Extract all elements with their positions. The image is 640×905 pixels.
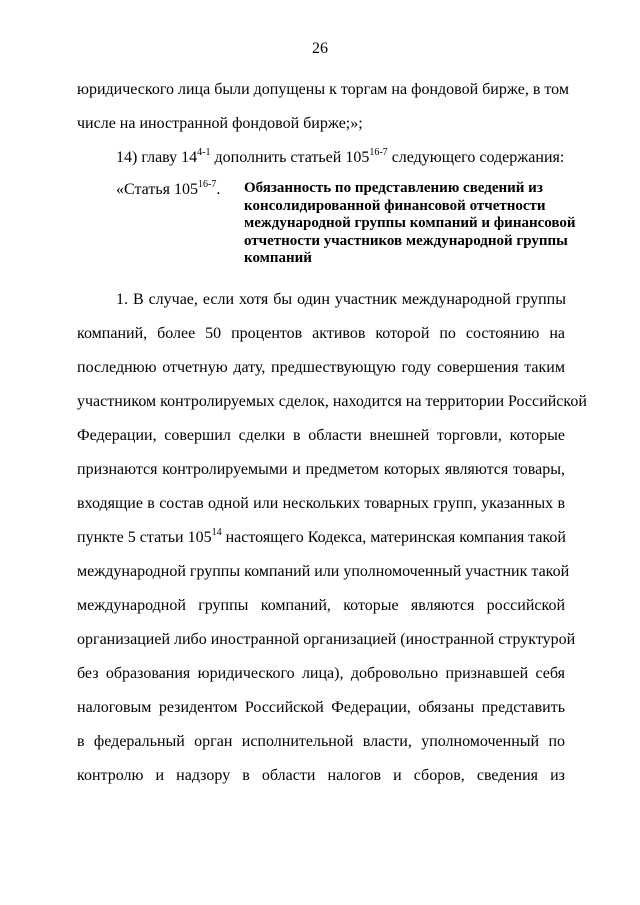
- reference-prefix: пункте 5 статьи 105: [77, 529, 212, 546]
- article-superscript: 16-7: [369, 147, 388, 158]
- body-line: Федерации, совершил сделки в области внешней торговли, которые: [77, 427, 565, 444]
- body-line: 1. В случае, если хотя бы один участник международной группы: [116, 291, 566, 308]
- amendment-suffix: следующего содержания:: [387, 149, 565, 166]
- body-line: контролю и надзору в области налогов и сборов, сведения из: [77, 767, 565, 784]
- body-line: последнюю отчетную дату, предшествующую году совершения таким: [77, 359, 565, 376]
- amendment-prefix: 14) главу 14: [116, 149, 198, 166]
- amendment-middle: дополнить статьей 105: [210, 149, 370, 166]
- body-line-reference: [77, 528, 565, 548]
- article-title-line: компаний: [244, 250, 312, 266]
- article-title-line: отчетности участников международной группы: [244, 232, 568, 249]
- page-number: 26: [312, 40, 328, 57]
- article-label-suffix: .: [216, 181, 221, 198]
- text-line-intro-2: числе на иностранной фондовой бирже;»;: [77, 115, 363, 132]
- reference-suffix: настоящего Кодекса, материнская компания такой: [221, 529, 566, 546]
- body-line: участником контролируемых сделок, находится на территории Российской: [77, 393, 587, 410]
- body-line: налоговым резидентом Российской Федерации, обязаны представить: [77, 699, 565, 716]
- body-line: без образования юридического лица), добровольно признавшей себя: [77, 665, 565, 682]
- body-line: входящие в состав одной или нескольких товарных групп, указанных в: [77, 495, 565, 512]
- body-line: в федеральный орган исполнительной власти, уполномоченный по: [77, 733, 565, 750]
- body-line: компаний, более 50 процентов активов которой по состоянию на: [77, 325, 565, 342]
- chapter-superscript: 4-1: [197, 147, 211, 158]
- article-label: [116, 180, 220, 200]
- article-label-superscript: 16-7: [197, 179, 217, 190]
- article-title-line: Обязанность по представлению сведений из: [244, 180, 543, 196]
- article-label-prefix: «Статья 105: [116, 181, 198, 198]
- article-title: [244, 180, 574, 268]
- body-line: организацией либо иностранной организацией (иностранной структурой: [77, 631, 576, 648]
- body-line: признаются контролируемыми и предметом которых являются товары,: [77, 461, 565, 478]
- amendment-line: [116, 148, 566, 168]
- body-line: международной группы компаний, которые являются российской: [77, 597, 565, 614]
- article-title-line: консолидированной финансовой отчетности: [244, 197, 546, 214]
- reference-superscript: 14: [211, 527, 222, 538]
- body-line: международной группы компаний или уполномоченный участник такой: [77, 563, 570, 580]
- article-title-line: международной группы компаний и финансовой: [244, 215, 576, 231]
- text-line-intro-1: юридического лица были допущены к торгам на фондовой бирже, в том: [77, 81, 569, 98]
